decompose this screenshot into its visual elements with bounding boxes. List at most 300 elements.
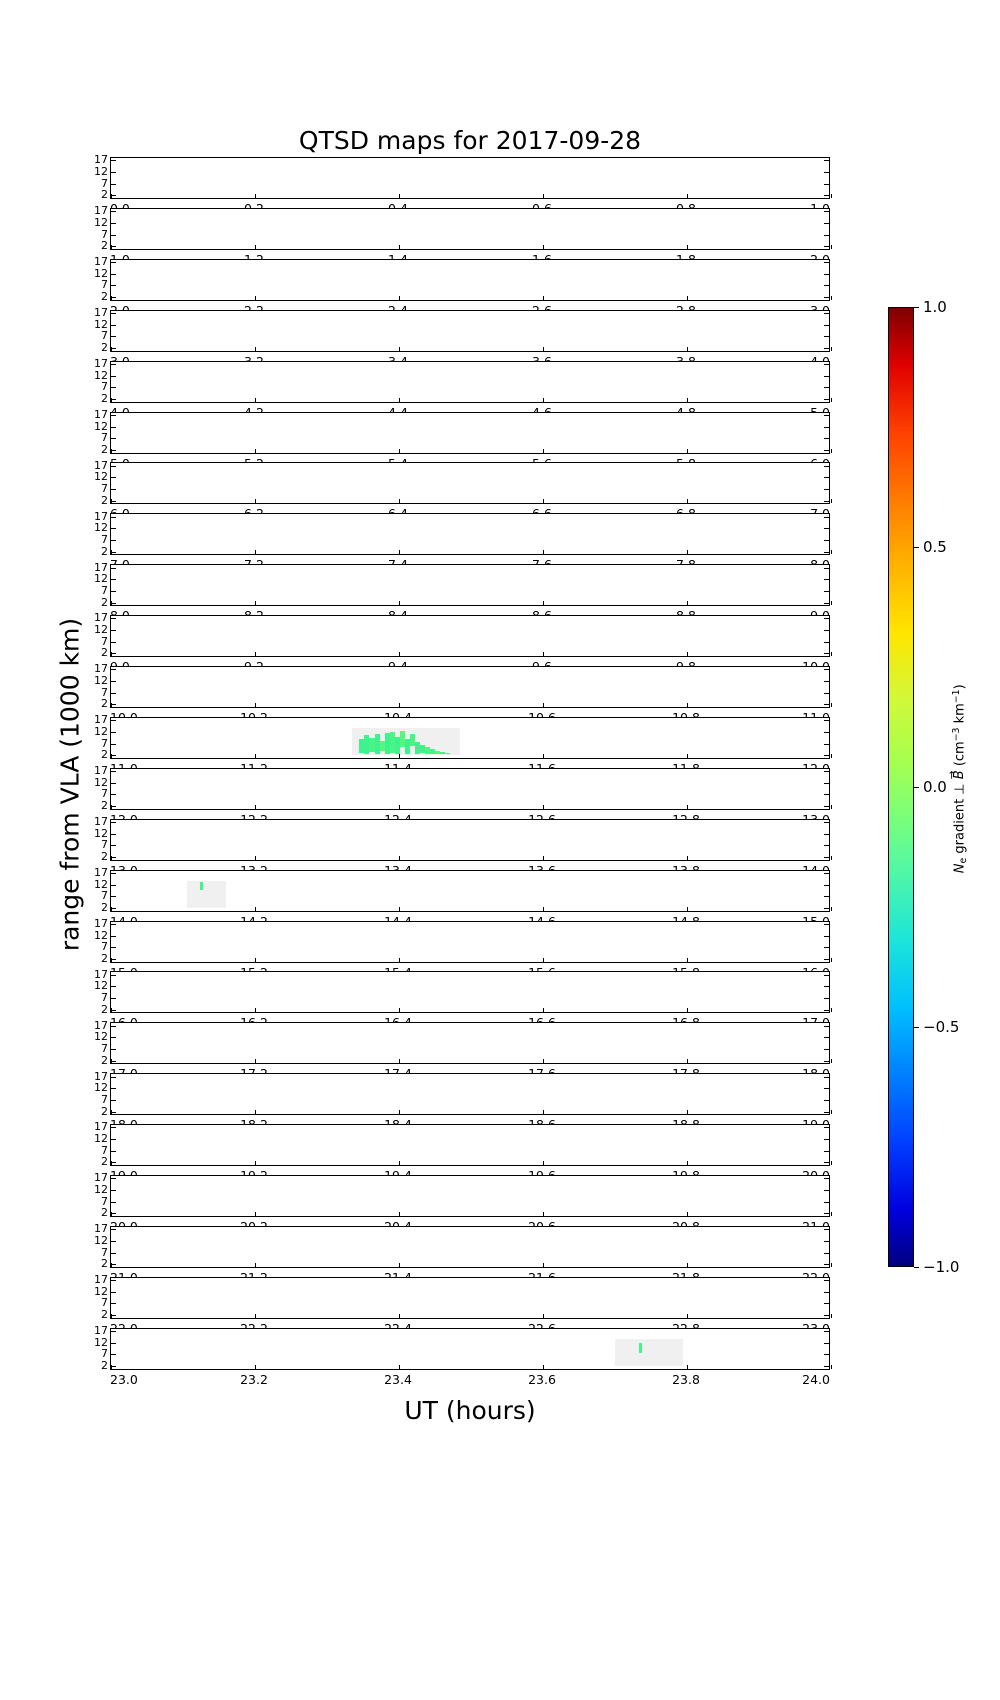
x-tick-mark	[111, 194, 112, 198]
x-tick-mark	[399, 958, 400, 962]
panel-plot-area	[94, 1018, 829, 1067]
y-tick-label: 12	[94, 266, 108, 280]
y-tick-label: 17	[94, 407, 108, 421]
x-tick-mark	[399, 296, 400, 300]
y-tick-label: 12	[94, 368, 108, 382]
y-tick-label: 7	[101, 1194, 108, 1208]
y-tick-mark	[111, 1100, 116, 1101]
y-tick-label: 7	[101, 1092, 108, 1106]
x-tick-mark	[831, 754, 832, 758]
x-tick-label: 23.2	[240, 1371, 268, 1387]
x-tick-mark	[399, 194, 400, 198]
data-cell	[639, 1343, 642, 1354]
x-tick-mark	[831, 907, 832, 911]
y-tick-label: 7	[101, 431, 108, 445]
x-tick-mark	[687, 398, 688, 402]
panel-12[interactable]	[94, 764, 830, 813]
x-tick-mark	[687, 1110, 688, 1114]
y-axis-label: range from VLA (1000 km)	[55, 617, 85, 952]
y-tick-label: 7	[101, 482, 108, 496]
y-tick-mark	[824, 704, 829, 705]
x-tick-mark	[687, 449, 688, 453]
y-tick-mark	[111, 235, 116, 236]
y-tick-mark	[111, 1202, 116, 1203]
y-tick-mark	[111, 744, 116, 745]
y-tick-label: 12	[94, 419, 108, 433]
x-tick-mark	[255, 398, 256, 402]
x-tick-mark	[831, 958, 832, 962]
x-tick-mark	[831, 499, 832, 503]
x-tick-mark	[687, 245, 688, 249]
x-tick-mark	[111, 754, 112, 758]
panel-22[interactable]	[94, 1273, 830, 1322]
x-tick-mark	[687, 347, 688, 351]
x-tick-mark	[687, 601, 688, 605]
y-tick-mark	[111, 1303, 116, 1304]
y-tick-mark	[824, 924, 829, 925]
panel-plot-area	[94, 764, 829, 813]
x-tick-mark	[399, 398, 400, 402]
y-tick-mark	[111, 986, 116, 987]
y-tick-label: 12	[94, 826, 108, 840]
y-tick-mark	[111, 822, 116, 823]
y-tick-mark	[111, 1178, 116, 1179]
x-tick-mark	[687, 550, 688, 554]
y-tick-mark	[824, 325, 829, 326]
panel-plot-area	[94, 204, 829, 253]
y-tick-mark	[111, 936, 116, 937]
y-tick-label: 12	[94, 877, 108, 891]
y-tick-mark	[111, 642, 116, 643]
y-tick-mark	[111, 364, 116, 365]
y-tick-mark	[824, 1303, 829, 1304]
panel-14[interactable]	[94, 865, 830, 914]
y-tick-mark	[111, 1026, 116, 1027]
y-tick-mark	[824, 1139, 829, 1140]
y-tick-mark	[824, 857, 829, 858]
y-tick-label: 12	[94, 1335, 108, 1349]
y-tick-mark	[824, 1202, 829, 1203]
y-tick-label: 12	[94, 1030, 108, 1044]
y-tick-mark	[824, 1292, 829, 1293]
panel-6[interactable]	[94, 458, 830, 507]
panel-17[interactable]	[94, 1018, 830, 1067]
y-tick-mark	[111, 845, 116, 846]
x-tick-mark	[687, 805, 688, 809]
y-tick-mark	[824, 568, 829, 569]
panel-plot-area	[94, 611, 829, 660]
y-tick-label: 17	[94, 1171, 108, 1185]
x-tick-mark	[255, 1161, 256, 1165]
x-tick-mark	[255, 601, 256, 605]
x-tick-mark	[543, 958, 544, 962]
x-tick-mark	[543, 1161, 544, 1165]
y-tick-mark	[111, 873, 116, 874]
panel-19[interactable]	[94, 1120, 830, 1169]
panel-stack	[94, 153, 830, 1387]
y-tick-label: 17	[94, 713, 108, 727]
x-tick-mark	[255, 1263, 256, 1267]
y-tick-mark	[111, 693, 116, 694]
y-tick-mark	[824, 399, 829, 400]
data-region-background	[615, 1339, 683, 1366]
y-tick-label: 17	[94, 815, 108, 829]
y-tick-mark	[111, 1139, 116, 1140]
x-tick-mark	[399, 907, 400, 911]
y-tick-label: 2	[101, 239, 108, 253]
y-tick-mark	[111, 528, 116, 529]
y-tick-mark	[111, 1292, 116, 1293]
y-tick-label: 17	[94, 1273, 108, 1287]
x-tick-mark	[111, 652, 112, 656]
panel-15[interactable]	[94, 916, 830, 965]
x-tick-mark	[543, 805, 544, 809]
y-tick-mark	[111, 274, 116, 275]
panel-2[interactable]	[94, 255, 830, 304]
x-tick-mark	[831, 703, 832, 707]
x-tick-mark	[687, 1314, 688, 1318]
colorbar-tick-label: 0.0	[923, 778, 947, 796]
y-tick-label: 12	[94, 215, 108, 229]
x-tick-mark	[831, 398, 832, 402]
y-tick-mark	[824, 274, 829, 275]
y-tick-label: 12	[94, 623, 108, 637]
y-tick-mark	[111, 630, 116, 631]
panel-9[interactable]	[94, 611, 830, 660]
y-tick-mark	[111, 924, 116, 925]
x-tick-mark	[399, 805, 400, 809]
y-tick-mark	[824, 1077, 829, 1078]
y-tick-label: 17	[94, 764, 108, 778]
y-tick-label: 2	[101, 544, 108, 558]
y-tick-mark	[824, 313, 829, 314]
y-tick-label: 2	[101, 697, 108, 711]
y-tick-mark	[111, 160, 116, 161]
x-tick-mark	[543, 1212, 544, 1216]
panel-4[interactable]	[94, 356, 830, 405]
x-tick-mark	[399, 1365, 400, 1369]
x-tick-mark	[399, 1059, 400, 1063]
panel-plot-area	[94, 1069, 829, 1118]
x-tick-mark	[543, 754, 544, 758]
y-tick-label: 7	[101, 380, 108, 394]
x-tick-mark	[543, 652, 544, 656]
colorbar-tick-mark	[914, 547, 919, 548]
x-tick-mark	[831, 194, 832, 198]
x-tick-mark	[255, 550, 256, 554]
x-tick-mark	[399, 1212, 400, 1216]
y-tick-label: 2	[101, 951, 108, 965]
y-tick-label: 2	[101, 1104, 108, 1118]
y-tick-mark	[111, 720, 116, 721]
panel-plot-area	[94, 1273, 829, 1322]
panel-plot-area	[94, 815, 829, 864]
x-tick-mark	[255, 652, 256, 656]
panel-7[interactable]	[94, 509, 830, 558]
y-tick-label: 17	[94, 1222, 108, 1236]
y-tick-label: 7	[101, 583, 108, 597]
x-tick-mark	[831, 1365, 832, 1369]
y-tick-mark	[111, 947, 116, 948]
x-tick-label: 23.6	[528, 1371, 556, 1387]
y-tick-mark	[824, 1061, 829, 1062]
x-tick-mark	[543, 601, 544, 605]
y-tick-mark	[824, 1010, 829, 1011]
y-tick-label: 2	[101, 188, 108, 202]
panel-5[interactable]	[94, 407, 830, 456]
y-tick-mark	[111, 591, 116, 592]
y-tick-mark	[111, 1077, 116, 1078]
x-tick-mark	[543, 550, 544, 554]
x-tick-mark	[543, 907, 544, 911]
y-tick-mark	[111, 1037, 116, 1038]
y-tick-mark	[824, 720, 829, 721]
x-tick-mark	[111, 1263, 112, 1267]
x-tick-mark	[543, 1110, 544, 1114]
y-tick-mark	[824, 195, 829, 196]
panel-plot-area	[94, 916, 829, 965]
x-tick-mark	[255, 499, 256, 503]
y-tick-mark	[111, 794, 116, 795]
y-tick-label: 2	[101, 1155, 108, 1169]
panel-plot-area	[94, 458, 829, 507]
y-tick-label: 2	[101, 1053, 108, 1067]
y-tick-mark	[824, 618, 829, 619]
panel-16[interactable]	[94, 967, 830, 1016]
panel-21[interactable]	[94, 1222, 830, 1271]
panel-plot-area	[94, 1171, 829, 1220]
y-tick-mark	[824, 1229, 829, 1230]
y-tick-label: 17	[94, 306, 108, 320]
colorbar-tick-mark	[914, 1027, 919, 1028]
y-tick-label: 17	[94, 153, 108, 167]
y-tick-mark	[111, 223, 116, 224]
y-tick-mark	[824, 223, 829, 224]
y-tick-mark	[824, 517, 829, 518]
y-tick-mark	[111, 669, 116, 670]
y-tick-mark	[824, 348, 829, 349]
x-tick-label: 23.4	[384, 1371, 412, 1387]
y-tick-label: 12	[94, 1132, 108, 1146]
y-tick-mark	[111, 1331, 116, 1332]
y-tick-label: 17	[94, 865, 108, 879]
y-tick-mark	[824, 552, 829, 553]
y-tick-label: 17	[94, 1018, 108, 1032]
x-tick-mark	[255, 958, 256, 962]
x-tick-mark	[111, 245, 112, 249]
y-tick-mark	[824, 591, 829, 592]
colorbar-label: $N_e$ gradient ⊥ → B ($cm^{-3}$ $km^{-1}$)	[951, 614, 969, 944]
y-tick-mark	[111, 336, 116, 337]
y-tick-mark	[824, 1026, 829, 1027]
x-tick-mark	[831, 1059, 832, 1063]
x-tick-mark	[399, 703, 400, 707]
y-tick-mark	[824, 1315, 829, 1316]
x-tick-mark	[543, 1008, 544, 1012]
panel-plot-area	[94, 865, 829, 914]
x-tick-mark	[687, 652, 688, 656]
y-tick-mark	[824, 1127, 829, 1128]
y-tick-mark	[824, 845, 829, 846]
y-tick-mark	[111, 579, 116, 580]
y-tick-mark	[824, 947, 829, 948]
y-tick-mark	[111, 285, 116, 286]
x-tick-mark	[399, 550, 400, 554]
x-tick-mark	[399, 652, 400, 656]
x-tick-mark	[543, 194, 544, 198]
y-tick-label: 17	[94, 611, 108, 625]
y-tick-mark	[111, 1049, 116, 1050]
y-tick-mark	[111, 783, 116, 784]
x-tick-mark	[687, 1365, 688, 1369]
y-tick-mark	[824, 528, 829, 529]
panel-18[interactable]	[94, 1069, 830, 1118]
colorbar	[888, 307, 914, 1267]
x-tick-mark	[111, 958, 112, 962]
y-tick-mark	[111, 184, 116, 185]
x-tick-mark	[255, 449, 256, 453]
x-tick-label: 23.0	[110, 1371, 138, 1387]
x-tick-mark	[831, 449, 832, 453]
y-tick-mark	[824, 184, 829, 185]
y-tick-label: 7	[101, 278, 108, 292]
x-axis-label: UT (hours)	[404, 1396, 536, 1425]
panel-23[interactable]	[94, 1324, 830, 1373]
panel-1[interactable]	[94, 204, 830, 253]
y-tick-mark	[824, 160, 829, 161]
x-tick-mark	[687, 754, 688, 758]
panel-plot-area	[94, 306, 829, 355]
x-tick-mark	[111, 347, 112, 351]
y-tick-mark	[824, 669, 829, 670]
x-tick-mark	[111, 296, 112, 300]
y-tick-mark	[824, 653, 829, 654]
x-tick-mark	[543, 499, 544, 503]
y-tick-label: 12	[94, 674, 108, 687]
y-tick-label: 17	[94, 967, 108, 981]
y-tick-label: 12	[94, 1081, 108, 1095]
panel-plot-area	[94, 1222, 829, 1271]
y-tick-mark	[111, 998, 116, 999]
y-tick-label: 2	[101, 748, 108, 762]
y-tick-mark	[824, 693, 829, 694]
y-tick-label: 2	[101, 1308, 108, 1322]
x-tick-mark	[255, 296, 256, 300]
y-tick-mark	[824, 783, 829, 784]
x-tick-mark	[255, 1212, 256, 1216]
y-tick-mark	[111, 262, 116, 263]
panel-8[interactable]	[94, 560, 830, 609]
x-tick-mark	[687, 499, 688, 503]
y-tick-mark	[824, 1366, 829, 1367]
panel-plot-area	[94, 560, 829, 609]
y-tick-mark	[824, 477, 829, 478]
y-tick-label: 2	[101, 341, 108, 355]
y-tick-mark	[824, 642, 829, 643]
y-tick-mark	[824, 297, 829, 298]
x-tick-labels-23	[110, 1372, 830, 1388]
x-tick-label: 23.8	[672, 1371, 700, 1387]
panel-plot-area	[94, 1120, 829, 1169]
chart-title: QTSD maps for 2017-09-28	[298, 126, 642, 155]
y-tick-mark	[111, 1088, 116, 1089]
y-tick-mark	[111, 1127, 116, 1128]
x-tick-mark	[255, 856, 256, 860]
y-tick-label: 17	[94, 916, 108, 930]
y-tick-label: 7	[101, 889, 108, 903]
panel-0[interactable]	[94, 153, 830, 202]
colorbar-tick-label: 1.0	[923, 298, 947, 316]
y-tick-label: 2	[101, 1359, 108, 1373]
y-tick-mark	[111, 415, 116, 416]
y-tick-mark	[824, 1264, 829, 1265]
panel-20[interactable]	[94, 1171, 830, 1220]
y-tick-mark	[111, 681, 116, 682]
colorbar-tick-mark	[914, 307, 919, 308]
x-tick-mark	[687, 907, 688, 911]
y-tick-label: 17	[94, 255, 108, 269]
y-tick-mark	[824, 630, 829, 631]
panel-plot-area	[94, 153, 829, 202]
x-tick-mark	[111, 907, 112, 911]
panel-plot-area	[94, 407, 829, 456]
x-tick-mark	[255, 1059, 256, 1063]
panel-13[interactable]	[94, 815, 830, 864]
panel-plot-area	[94, 713, 829, 762]
panel-plot-area	[94, 662, 829, 711]
panel-10[interactable]	[94, 662, 830, 711]
y-tick-label: 7	[101, 940, 108, 954]
x-tick-mark	[831, 601, 832, 605]
data-region-background	[187, 881, 227, 908]
y-tick-label: 7	[101, 838, 108, 852]
y-tick-mark	[824, 1190, 829, 1191]
y-tick-mark	[824, 336, 829, 337]
y-tick-label: 7	[101, 1041, 108, 1055]
x-tick-mark	[687, 1059, 688, 1063]
y-tick-label: 7	[101, 227, 108, 241]
x-tick-mark	[111, 856, 112, 860]
panel-11[interactable]	[94, 713, 830, 762]
y-tick-label: 12	[94, 928, 108, 942]
y-tick-label: 2	[101, 799, 108, 813]
x-tick-mark	[255, 245, 256, 249]
panel-plot-area	[94, 1324, 829, 1373]
y-tick-label: 2	[101, 290, 108, 304]
y-tick-label: 2	[101, 442, 108, 456]
y-tick-mark	[824, 1331, 829, 1332]
y-tick-mark	[824, 1354, 829, 1355]
y-tick-label: 12	[94, 1183, 108, 1196]
y-tick-mark	[824, 1280, 829, 1281]
x-tick-mark	[399, 1110, 400, 1114]
y-tick-label: 17	[94, 204, 108, 218]
x-tick-mark	[543, 1263, 544, 1267]
y-tick-mark	[824, 1151, 829, 1152]
x-tick-mark	[831, 652, 832, 656]
y-tick-mark	[824, 959, 829, 960]
x-tick-mark	[831, 1314, 832, 1318]
y-tick-mark	[111, 1190, 116, 1191]
panel-3[interactable]	[94, 306, 830, 355]
x-tick-mark	[255, 347, 256, 351]
y-tick-mark	[824, 873, 829, 874]
y-tick-mark	[824, 771, 829, 772]
x-tick-mark	[687, 958, 688, 962]
y-tick-mark	[824, 364, 829, 365]
y-tick-mark	[824, 1049, 829, 1050]
y-tick-mark	[111, 313, 116, 314]
